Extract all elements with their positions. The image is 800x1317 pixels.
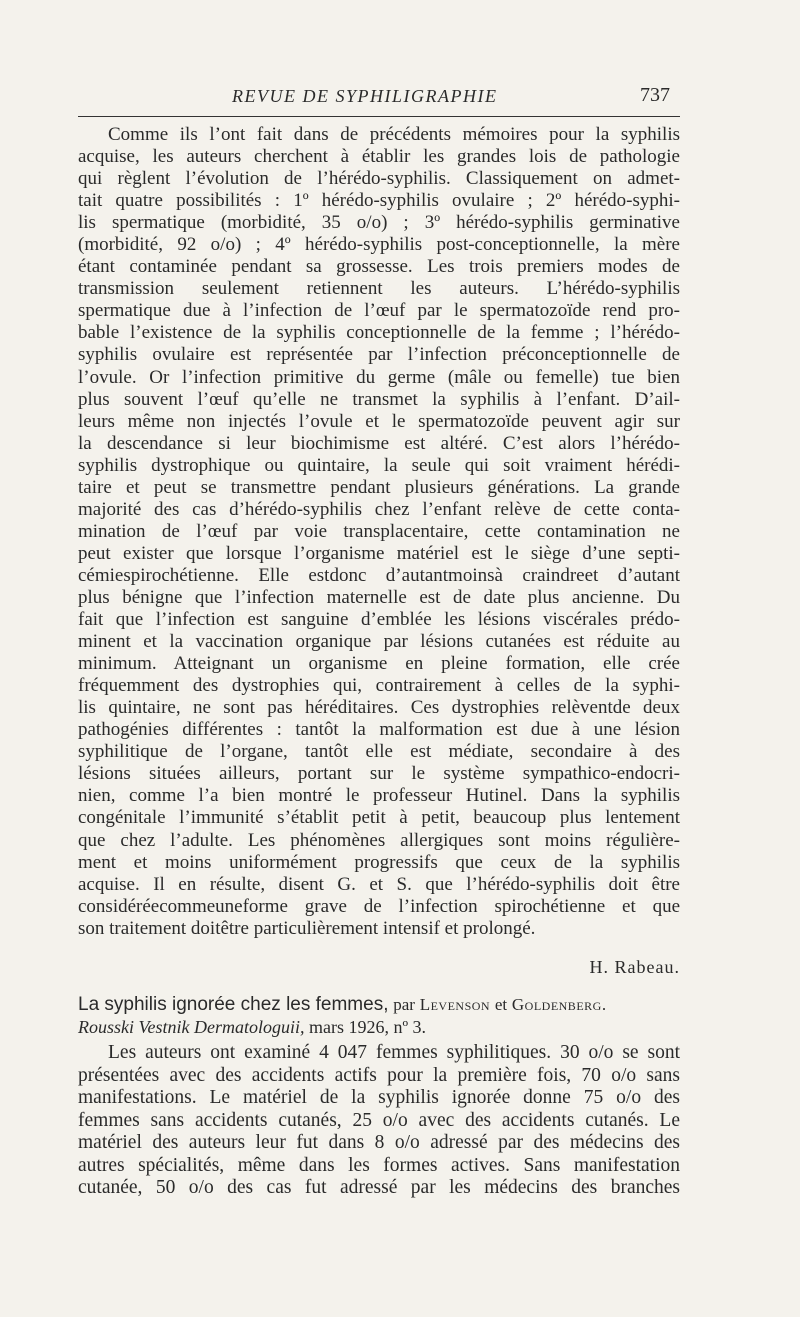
text-line: bable l’existence de la syphilis conceptionnelle de la femme ; l’hérédo- <box>78 322 680 344</box>
author-name: Levenson <box>419 995 491 1014</box>
text-line: son traitement doitêtre particulièrement intensif et prolongé. <box>78 917 536 939</box>
text-line: mination de l’œuf par voie transplacentaire, cette contamination ne <box>78 520 680 542</box>
text-line: leurs même non injectés l’ovule et le spermatozoïde peuvent agir sur <box>78 410 680 432</box>
text-line: peut exister que lorsque l’organisme matériel est le siège d’une septi- <box>78 542 680 564</box>
text-line: plus bénigne que l’infection maternelle est de date plus ancienne. Du <box>78 586 680 608</box>
text-line: étant contaminée pendant sa grossesse. Les trois premiers modes de <box>78 256 680 278</box>
text-line: fréquemment des dystrophies qui, contrairement à celles de la syphi- <box>78 675 680 697</box>
text-line: syphilitique de l’organe, tantôt elle est médiate, secondaire à des <box>78 741 680 763</box>
text-line: taire et peut se transmettre pendant plusieurs générations. La grande <box>78 476 680 498</box>
text-line: transmission seulement retiennent les auteurs. L’hérédo-syphilis <box>78 278 680 300</box>
text-line: (morbidité, 92 o/o) ; 4º hérédo-syphilis post-conceptionnelle, la mère <box>78 234 680 256</box>
page-number: 737 <box>640 84 670 106</box>
heading-line-1 <box>78 994 680 1016</box>
text-line: minent et la vaccination organique par lésions cutanées est réduite au <box>78 631 680 653</box>
text-line: acquise. Il en résulte, disent G. et S. que l’hérédo-syphilis doit être <box>78 873 680 895</box>
heading-line-2 <box>78 1016 680 1038</box>
text-line: que chez l’adulte. Les phénomènes allergiques sont moins régulière- <box>78 829 680 851</box>
text-line: lis quintaire, ne sont pas héréditaires. Ces dystrophies relèventde deux <box>78 697 680 719</box>
text-line: congénitale l’immunité s’établit petit à petit, beaucoup plus lentement <box>78 807 680 829</box>
publication-date: mars 1926, nº 3. <box>308 1017 427 1037</box>
text-line: pathogénies différentes : tantôt la malformation est due à une lésion <box>78 719 680 741</box>
text-line: syphilis ovulaire est représentée par l’infection préconceptionnelle de <box>78 344 680 366</box>
text-line: considéréecommeuneforme grave de l’infection spirochétienne et que <box>78 895 680 917</box>
running-title: REVUE DE SYPHILIGRAPHIE <box>232 86 498 106</box>
text-line: manifestations. Le matériel de la syphilis ignorée donne 75 o/o des <box>78 1087 680 1108</box>
text-line: cémiespirochétienne. Elle estdonc d’autantmoinsà craindreet d’autant <box>78 564 680 586</box>
text-line: majorité des cas d’hérédo-syphilis chez l’enfant relève de cette conta- <box>78 498 680 520</box>
text-line: plus souvent l’œuf qu’elle ne transmet la syphilis à l’enfant. D’ail- <box>78 388 680 410</box>
and-word: et <box>494 995 508 1014</box>
text-line: matériel des auteurs leur fut dans 8 o/o adressé par des médecins des <box>78 1132 680 1153</box>
text-line: présentées avec des accidents actifs pour la première fois, 70 o/o sans <box>78 1064 680 1086</box>
author-signature: H. Rabeau. <box>589 957 680 977</box>
text-line: spermatique due à l’infection de l’œuf par le spermatozoïde rend pro- <box>78 300 680 322</box>
text-line: Les auteurs ont examiné 4 047 femmes syphilitiques. 30 o/o se sont <box>108 1042 680 1063</box>
author-name: Goldenberg. <box>511 995 607 1014</box>
text-line: Comme ils l’ont fait dans de précédents mémoires pour la syphilis <box>108 124 680 145</box>
article-body <box>78 1042 680 1200</box>
text-line: cutanée, 50 o/o des cas fut adressé par les médecins des branches <box>78 1177 680 1198</box>
text-line: minimum. Atteignant un organisme en pleine formation, elle crée <box>78 653 680 675</box>
article-heading <box>78 994 680 1038</box>
article-title: La syphilis ignorée chez les femmes, <box>78 994 389 1015</box>
text-line: lis spermatique (morbidité, 35 o/o) ; 3º hérédo-syphilis germinative <box>78 212 680 234</box>
text-line: femmes sans accidents cutanés, 25 o/o avec des accidents cutanés. Le <box>78 1109 680 1131</box>
text-line: tait quatre possibilités : 1º hérédo-syphilis ovulaire ; 2º hérédo-syphi- <box>78 190 680 212</box>
text-line: la descendance si leur biochimisme est altéré. C’est alors l’hérédo- <box>78 432 680 454</box>
text-line: autres spécialités, même dans les formes actives. Sans manifestation <box>78 1154 680 1176</box>
text-line: ment et moins uniformément progressifs que ceux de la syphilis <box>78 851 680 873</box>
text-line: syphilis dystrophique ou quintaire, la seule qui soit vraiment hérédi- <box>78 454 680 476</box>
text-line: l’ovule. Or l’infection primitive du germe (mâle ou femelle) tue bien <box>78 366 680 388</box>
text-line: acquise, les auteurs cherchent à établir les grandes lois de pathologie <box>78 146 680 168</box>
journal-name: Rousski Vestnik Dermatologuii, <box>78 1017 305 1037</box>
text-line: qui règlent l’évolution de l’hérédo-syphilis. Classiquement on admet- <box>78 168 680 190</box>
text-line: lésions situées ailleurs, portant sur le système sympathico-endocri- <box>78 763 680 785</box>
by-word: par <box>393 995 415 1014</box>
article-review-text <box>78 124 680 940</box>
text-line: fait que l’infection est sanguine d’emblée les lésions viscérales prédo- <box>78 609 680 631</box>
text-line: nien, comme l’a bien montré le professeur Hutinel. Dans la syphilis <box>78 785 680 807</box>
header-rule <box>78 116 680 117</box>
